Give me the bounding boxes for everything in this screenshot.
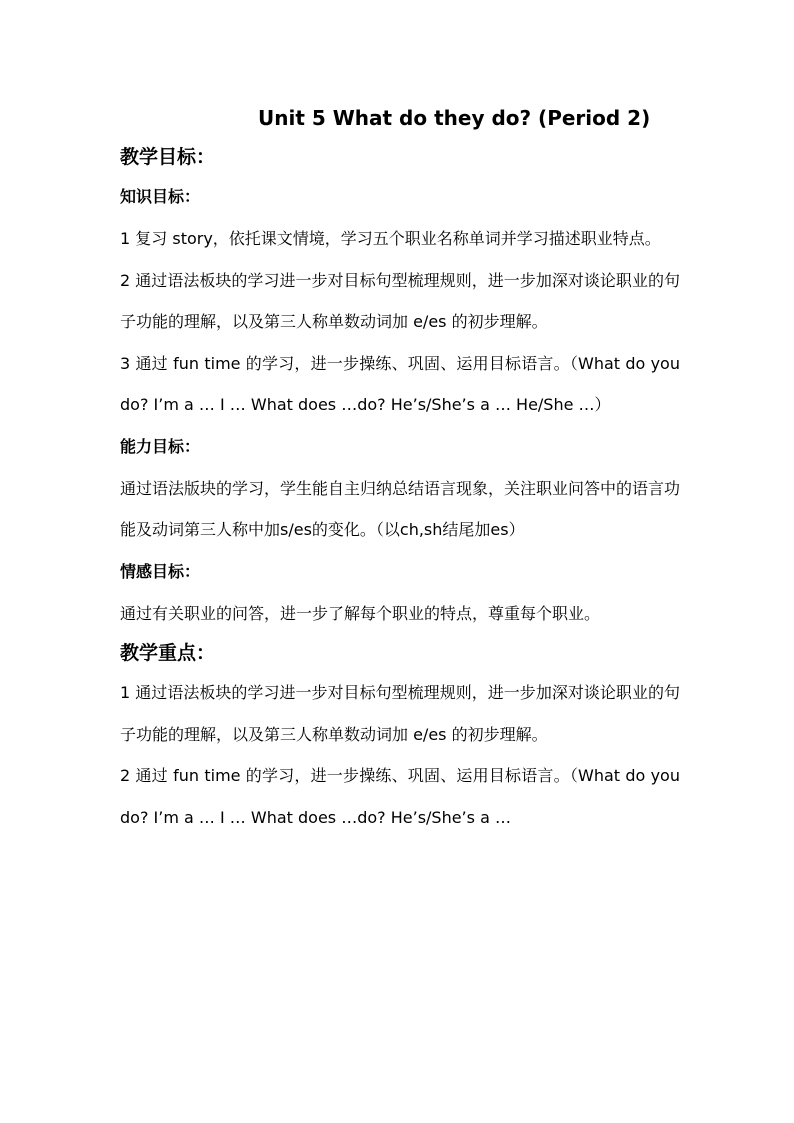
knowledge-item-3: 3 通过 fun time 的学习，进一步操练、巩固、运用目标语言。（What do you do? I’m a … I … What does …do? He’s/She’s a … He/She …）	[120, 353, 680, 414]
document-title: Unit 5 What do they do? (Period 2)	[258, 106, 651, 130]
ability-text: 通过语法版块的学习，学生能自主归纳总结语言现象，关注职业问答中的语言功能及动词第三人称中加s/es的变化。（以ch,sh结尾加es）	[120, 478, 681, 539]
subheading-ability: 能力目标：	[120, 436, 201, 456]
knowledge-item-1: 1 复习 story，依托课文情境，学习五个职业名称单词并学习描述职业特点。	[120, 229, 661, 248]
document-content	[120, 100, 680, 838]
key-point-item-1: 1 通过语法板块的学习进一步对目标句型梳理规则，进一步加深对谈论职业的句子功能的理解，以及第三人称单数动词加 e/es 的初步理解。	[120, 683, 680, 744]
subheading-emotion: 情感目标：	[120, 561, 201, 581]
emotion-text: 通过有关职业的问答，进一步了解每个职业的特点，尊重每个职业。	[120, 603, 601, 623]
subheading-knowledge: 知识目标：	[120, 187, 201, 206]
key-point-item-2: 2 通过 fun time 的学习，进一步操练、巩固、运用目标语言。（What do you do? I’m a … I … What does …do? He’s/She’s a …	[120, 766, 680, 827]
section-heading-objectives: 教学目标：	[120, 146, 216, 168]
section-heading-key-points: 教学重点：	[120, 642, 216, 664]
knowledge-item-2: 2 通过语法板块的学习进一步对目标句型梳理规则，进一步加深对谈论职业的句子功能的理解，以及第三人称单数动词加 e/es 的初步理解。	[120, 270, 680, 331]
